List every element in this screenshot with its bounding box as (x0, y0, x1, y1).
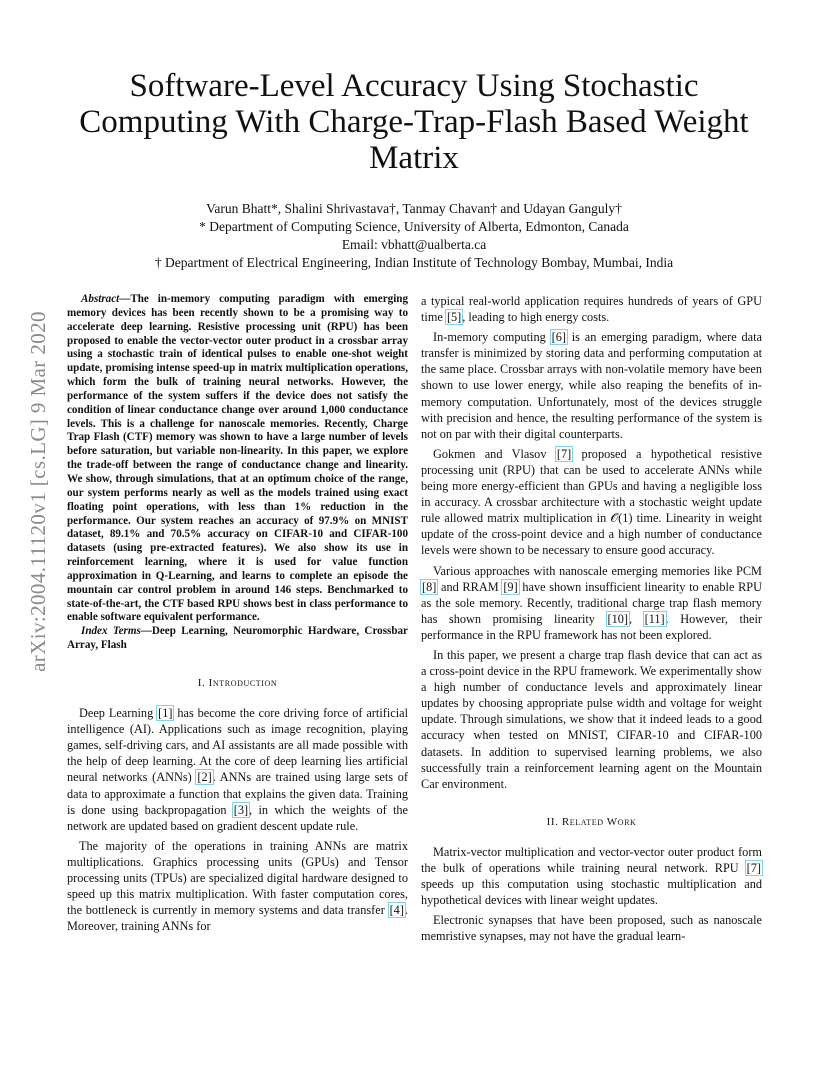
citation-link[interactable]: [7] (746, 861, 761, 875)
arxiv-identifier-text: arXiv:2004.11120v1 [cs.LG] 9 Mar 2020 (25, 310, 50, 672)
citation-link[interactable]: [9] (503, 579, 518, 594)
paper-title: Software-Level Accuracy Using Stochastic Computing With Charge-Trap-Flash Based Weight Matrix (79, 68, 749, 176)
paragraph: Matrix-vector multiplication and vector-vector outer product form the bulk of operations while training neural network. RPU [7] speeds up this computation using stochastic multiplication and hypothetical devices with linear weight updates. (421, 844, 762, 908)
author-email: Email: vbhatt@ualberta.ca (341, 237, 487, 252)
arxiv-identifier (26, 286, 50, 696)
citation-link[interactable]: [1] (158, 706, 173, 721)
citation-link[interactable]: [8] (422, 579, 437, 594)
paragraph: Deep Learning [1] has become the core driving force of artificial intelligence (AI). Applications such as image recognition, playing games, self-driving cars, and AI assistants are all made possible with the help of deep learning. At the core of deep learning lies artificial neural networks (ANNs) [2]. ANNs are trained using large sets of data to approximate a function that explains the given data. Training is done using backpropagation [3], in which the weights of the network are updated based on gradient descent update rule. (67, 706, 409, 833)
affiliation-iitb: † Department of Electrical Engineering, Indian Institute of Technology Bombay, Mumbai, India (154, 255, 674, 270)
abstract-text: —The in-memory computing paradigm with emerging memory devices has been recently shown to be a promising way to accelerate deep learning. Resistive processing unit (RPU) has been proposed to enable the vector-vector outer product in a crossbar array using a stochastic train of identical pulses to enable one-shot weight update, promising intense speed-up in matrix multiplication operations, which form the bulk of training neural networks. However, the performance of the system suffers if the device does not satisfy the condition of linear conductance change over around 1,000 conductance levels. This is a challenge for nanoscale memories. Recently, Charge Trap Flash (CTF) memory was shown to have a large number of levels before saturation, but variable non-linearity. In this paper, we explore the trade-off between the range of conductance change and linearity. We show, through simulations, that at an optimum choice of the range, our system performs nearly as well as the models trained using exact floating point operations, with less than 1% reduction in the performance. Our system reaches an accuracy of 97.9% on MNIST dataset, 89.1% and 70.5% accuracy on CIFAR-10 and CIFAR-100 datasets (using pre-extracted features). We also show its use in reinforcement learning, where it is used for value function approximation in Q-Learning, and learns to complete an episode the mountain car control problem in around 146 steps. Benchmarked to state-of-the-art, the CTF based RPU shows best in class performance to enable software equivalent performance. (67, 293, 408, 624)
author-block (60, 200, 768, 272)
right-column (421, 293, 762, 948)
author-names: Varun Bhatt*, Shalini Shrivastava†, Tanmay Chavan† and Udayan Ganguly† (206, 201, 622, 216)
section-heading-introduction: I. Introduction (197, 676, 278, 689)
citation-link[interactable]: [10] (607, 611, 628, 626)
paragraph: a typical real-world application requires hundreds of years of GPU time [5], leading to high energy costs. (421, 294, 762, 325)
affiliation-alberta: * Department of Computing Science, University of Alberta, Edmonton, Canada (199, 219, 629, 234)
index-terms-label: Index Terms (81, 625, 141, 638)
paragraph: Electronic synapses that have been proposed, such as nanoscale memristive synapses, may not have the gradual learn- (421, 913, 762, 944)
abstract-label: Abstract (81, 293, 120, 305)
paragraph: In-memory computing [6] is an emerging paradigm, where data transfer is minimized by storing data and performing computation at the same place. Crossbar arrays with non-volatile memory have been shown to use lower energy, while also reaping the benefits of in-memory computation. Unfortunately, most of the devices struggle with precision and hence, the resulting performance of the system is not on par with their digital counterparts. (421, 330, 762, 441)
index-terms (67, 625, 408, 653)
paragraph: Gokmen and Vlasov [7] proposed a hypothetical resistive processing unit (RPU) that can be used to accelerate ANNs while being more energy-efficient than GPUs and having a negligible loss in accuracy. A crossbar architecture with a stochastic weight update rule allowed matrix multiplication in 𝒪(1) time. Linearity in weight update of the cross-point device and a high number of conductance levels were shown to be necessary to ensure good accuracy. (421, 446, 762, 558)
index-terms-text: —Deep Learning, Neuromorphic Hardware, Crossbar Array, Flash (67, 625, 408, 652)
citation-link[interactable]: [4] (389, 903, 404, 918)
citation-link[interactable]: [7] (556, 446, 572, 461)
paragraph: Various approaches with nanoscale emerging memories like PCM [8] and RRAM [9] have shown insufficient linearity to enable RPU as the sole memory. Recently, traditional charge trap flash memory has shown promising linearity [10], [11]. However, their performance in the RPU framework has not been explored. (421, 563, 762, 642)
section-heading-related-work: II. Related Work (546, 815, 637, 828)
paragraph: In this paper, we present a charge trap flash device that can act as a cross-point device in the RPU framework. We experimentally show a high number of conductance levels and approximately linear updates by choosing appropriate pulse width and voltage for weight update. Through simulations, we show that it indeed leads to a good accuracy when tested on MNIST, CIFAR-10 and CIFAR-100 datasets. In addition to supervised learning problems, we also successfully train a reinforcement learning agent on the Mountain Car environment. (421, 647, 762, 791)
abstract (67, 293, 408, 625)
left-column (67, 293, 408, 938)
citation-link[interactable]: [11] (644, 611, 665, 626)
citation-link[interactable]: [6] (551, 330, 566, 345)
citation-link[interactable]: [5] (446, 310, 462, 325)
paragraph: The majority of the operations in training ANNs are matrix multiplications. Graphics processing units (GPUs) and Tensor processing units (TPUs) are specialized digital hardware designed to speed up this matrix multiplication. With faster computation cores, the bottleneck is currently in memory systems and data transfer [4]. Moreover, training ANNs for (67, 838, 408, 934)
citation-link[interactable]: [3] (233, 802, 249, 817)
citation-link[interactable]: [2] (197, 770, 212, 785)
